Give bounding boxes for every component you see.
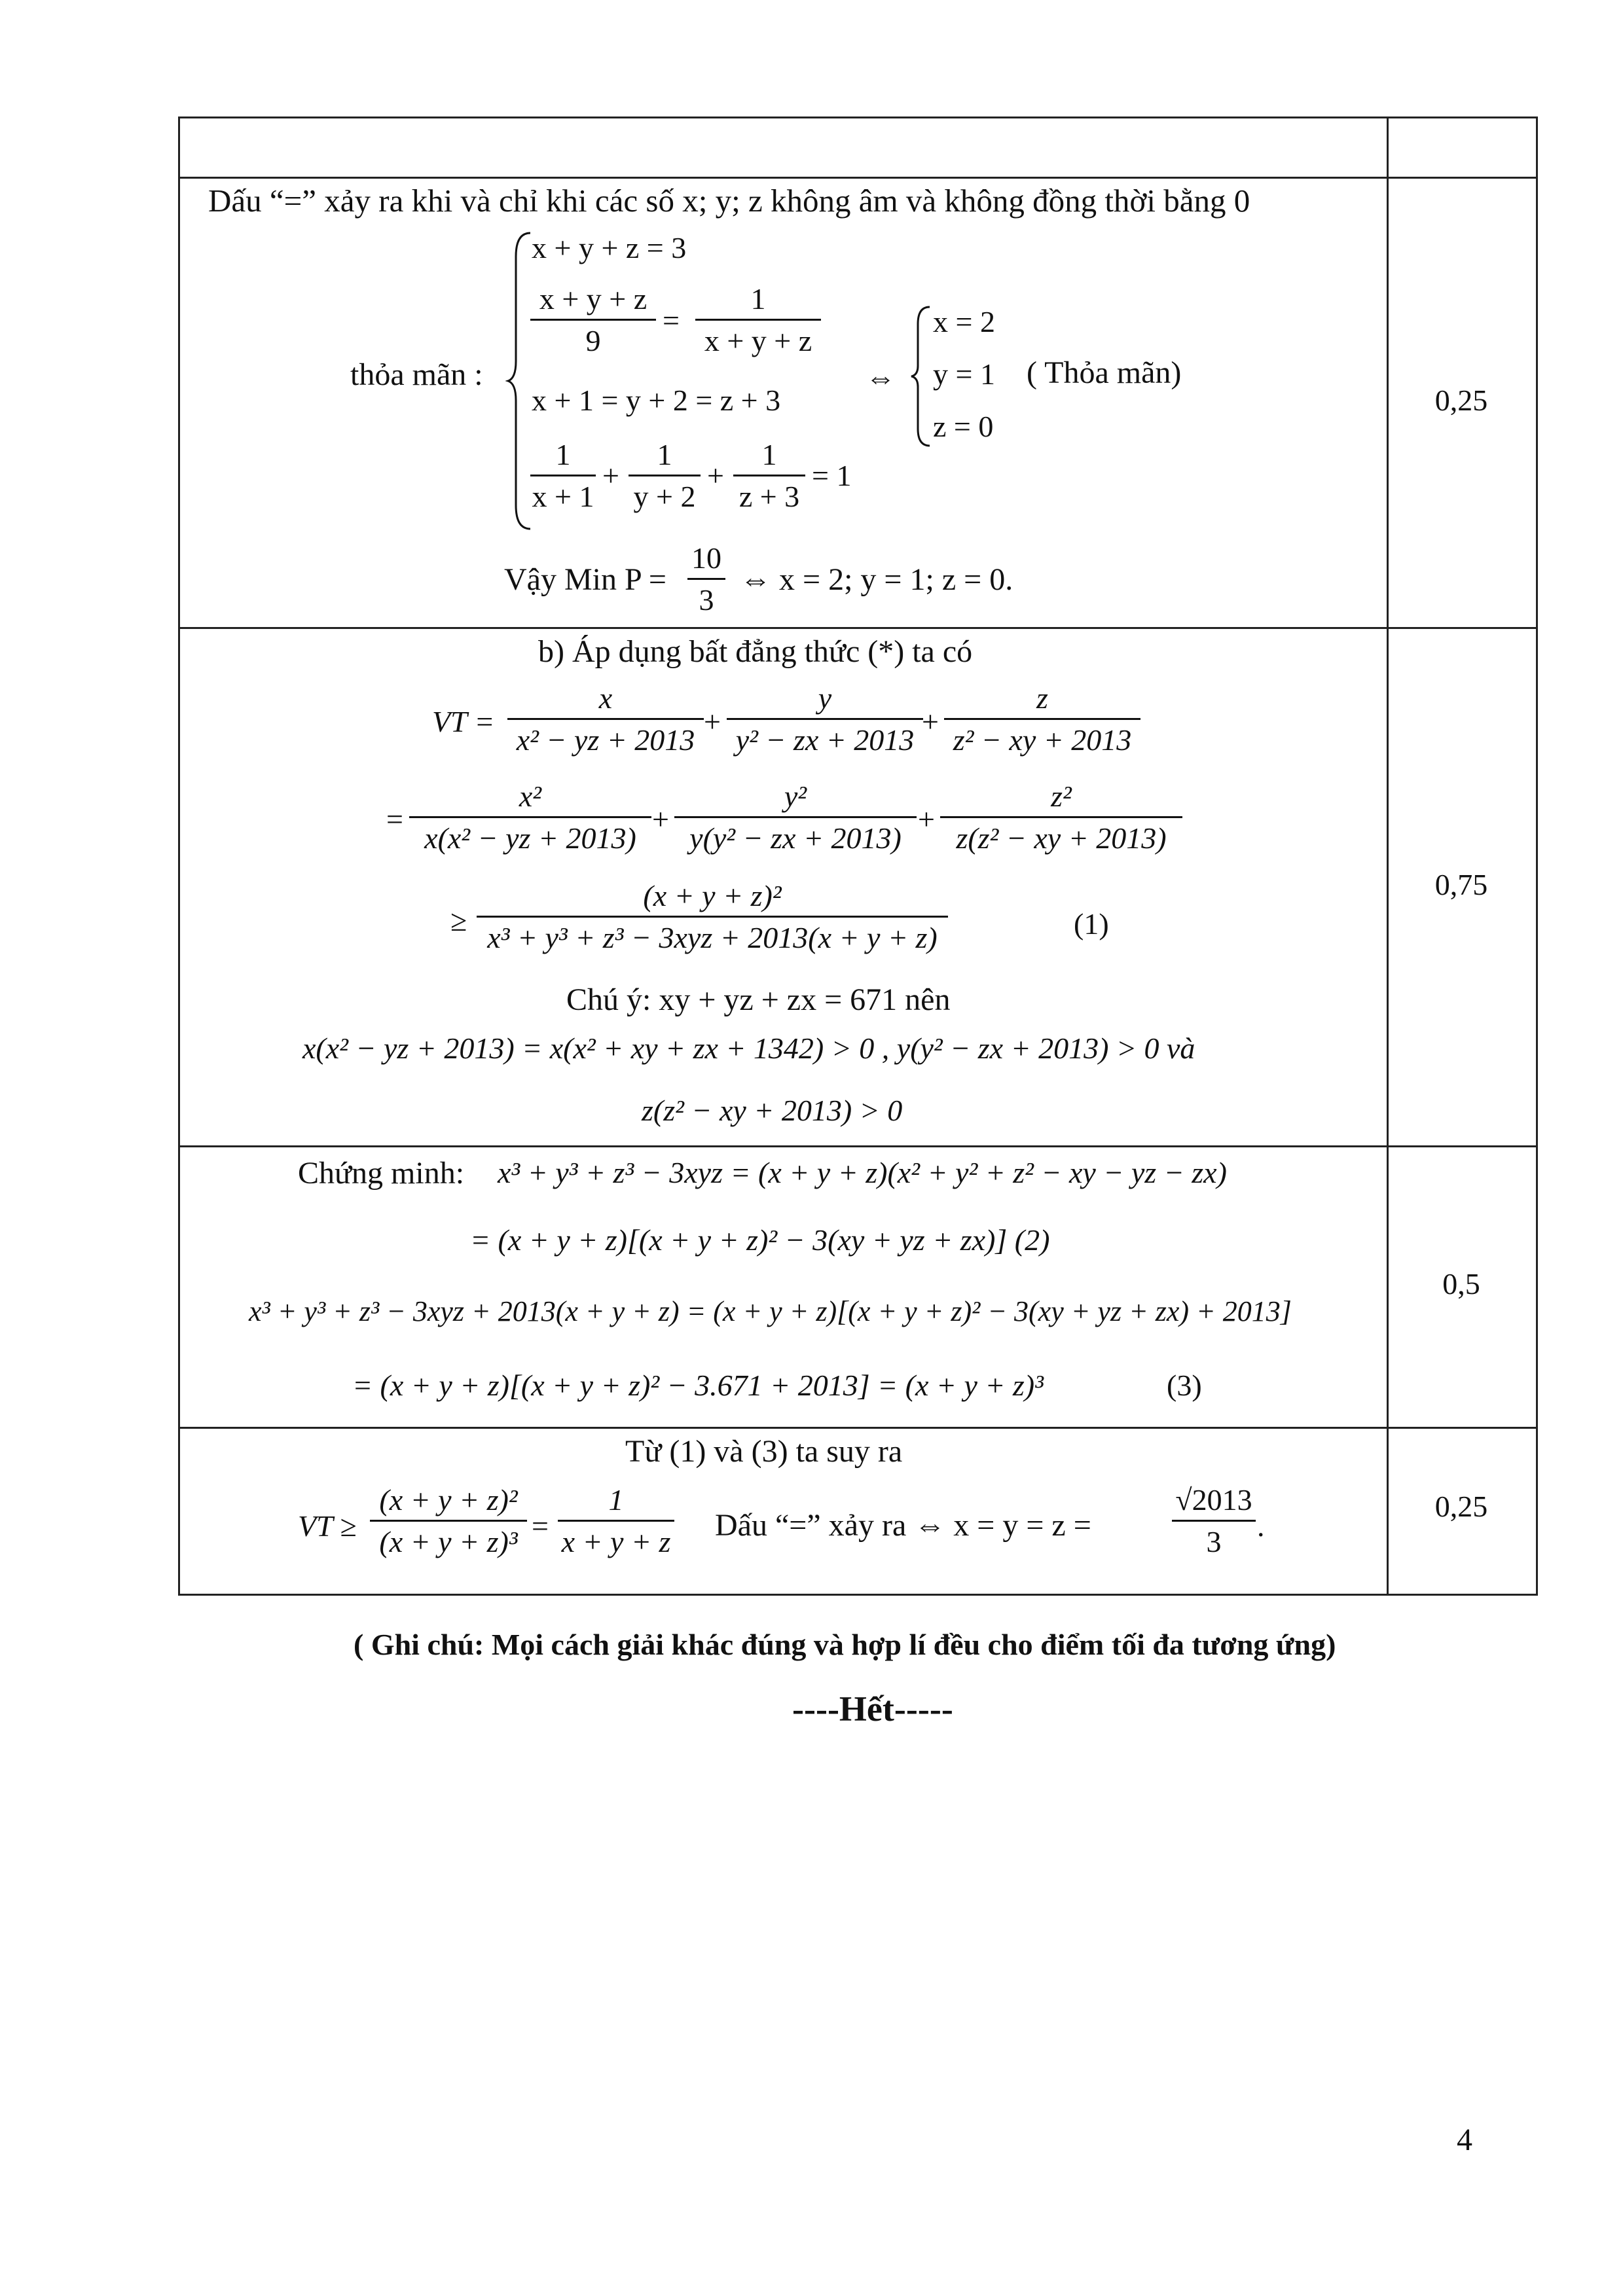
frac-den: 3: [1206, 1525, 1222, 1558]
plus-sign: +: [652, 802, 669, 836]
final-value-fraction: [1172, 1482, 1256, 1559]
frac-den: z + 3: [739, 480, 800, 513]
system-eq-4-tail: = 1: [812, 459, 852, 492]
system-eq-4-term-1: [530, 437, 596, 514]
vt-term-2: [727, 681, 923, 757]
proof-line-1: x³ + y³ + z³ − 3xyz = (x + y + z)(x² + y² + z² − xy − yz − zx): [498, 1156, 1227, 1189]
final-vt-label: VT ≥: [298, 1509, 357, 1543]
score-row-4: 0,25: [1434, 1490, 1488, 1523]
frac-bar: [727, 718, 923, 720]
frac-bar: [687, 578, 725, 580]
equals-sign: =: [386, 802, 403, 836]
vt-label: VT =: [432, 705, 495, 738]
proof-label: Chứng minh:: [298, 1156, 465, 1191]
frac-bar: [733, 475, 805, 476]
apply-intro: b) Áp dụng bất đẳng thức (*) ta có: [538, 634, 973, 669]
min-conclusion-tail: ⇔ x = 2; y = 1; z = 0.: [740, 562, 1013, 597]
frac-den: z(z² − xy + 2013): [956, 821, 1167, 855]
frac-bar: [674, 816, 917, 818]
frac-num: (x + y + z)²: [379, 1483, 518, 1516]
score-row-2: 0,75: [1434, 868, 1488, 901]
final-equality-condition: Dấu “=” xảy ra ⇔ x = y = z =: [715, 1508, 1091, 1543]
frac-num: 1: [761, 438, 777, 471]
min-value-fraction: [687, 541, 725, 617]
frac-den: z² − xy + 2013: [953, 723, 1132, 757]
min-conclusion-label: Vậy Min P =: [504, 562, 666, 597]
frac-num: 10: [691, 541, 721, 575]
cauchy-bound: [477, 878, 948, 955]
solution-z: z = 0: [933, 410, 994, 443]
end-marker: ----Hết-----: [792, 1689, 953, 1729]
frac-den: y + 2: [633, 480, 696, 513]
frac-num: 1: [750, 282, 766, 315]
frac-num: x + y + z: [539, 282, 647, 315]
equation-tag-3: (3): [1167, 1369, 1202, 1402]
frac-num: 1: [657, 438, 672, 471]
vt-term-1: [507, 681, 704, 757]
expanded-term-3: [940, 779, 1182, 855]
table-border-bottom: [178, 1594, 1538, 1596]
system-eq-2-right: [695, 281, 821, 358]
table-border-left: [178, 117, 180, 1596]
frac-bar: [477, 916, 948, 918]
expanded-term-1: [409, 779, 651, 855]
frac-num: x: [598, 681, 613, 715]
iff-symbol: ⇔: [866, 361, 896, 394]
ge-sign: ≥: [450, 904, 467, 937]
final-simplified: [558, 1482, 674, 1559]
plus-sign: +: [704, 705, 721, 738]
frac-den: y² − zx + 2013: [735, 723, 915, 757]
frac-bar: [944, 718, 1140, 720]
frac-bar: [558, 1520, 674, 1522]
frac-bar: [507, 718, 704, 720]
frac-num: x²: [519, 780, 542, 813]
system-eq-1: x + y + z = 3: [532, 231, 687, 264]
frac-bar: [1172, 1520, 1256, 1522]
frac-bar: [370, 1520, 527, 1522]
satisfy-label: thỏa mãn :: [350, 357, 483, 392]
frac-num: 1: [608, 1483, 624, 1516]
proof-line-3: x³ + y³ + z³ − 3xyz + 2013(x + y + z) = (x + y + z)[(x + y + z)² − 3(xy + yz + zx) + 2013]: [249, 1295, 1292, 1327]
frac-num: y: [818, 681, 832, 715]
table-border-right: [1536, 117, 1538, 1596]
frac-num: z: [1036, 681, 1048, 715]
equality-intro: Dấu “=” xảy ra khi và chỉ khi các số x; y; z không âm và không đồng thời bằng 0: [208, 183, 1250, 219]
frac-den: x² − yz + 2013: [516, 723, 695, 757]
satisfied-note: ( Thỏa mãn): [1027, 355, 1182, 390]
frac-den: x³ + y³ + z³ − 3xyz + 2013(x + y + z): [487, 921, 938, 954]
frac-den: 9: [585, 324, 601, 357]
frac-num: √2013: [1175, 1483, 1252, 1516]
page-number: 4: [1457, 2123, 1472, 2157]
grading-note: ( Ghi chú: Mọi cách giải khác đúng và hợp lí đều cho điểm tối đa tương ứng): [354, 1628, 1336, 1661]
row-divider-4: [178, 1427, 1538, 1429]
frac-den: x + y + z: [704, 324, 812, 357]
frac-bar: [629, 475, 701, 476]
frac-num: (x + y + z)²: [643, 879, 782, 912]
solution-x: x = 2: [933, 305, 995, 338]
frac-den: 3: [699, 583, 714, 617]
system-eq-4-term-2: [629, 437, 701, 514]
frac-num: 1: [555, 438, 571, 471]
plus-sign: +: [918, 802, 935, 836]
system-eq-2-equals: =: [663, 304, 680, 337]
frac-num: y²: [784, 780, 807, 813]
proof-line-4: = (x + y + z)[(x + y + z)² − 3.671 + 2013] = (x + y + z)³: [352, 1369, 1044, 1402]
equation-tag-1: (1): [1074, 907, 1109, 941]
final-ratio: [370, 1482, 527, 1559]
system-eq-4-term-3: [733, 437, 805, 514]
row-divider-2: [178, 627, 1538, 629]
table-divider-score: [1387, 117, 1389, 1596]
plus-sign: +: [707, 459, 724, 492]
frac-den: x + y + z: [561, 1525, 671, 1558]
table-border-top: [178, 117, 1538, 118]
frac-den: (x + y + z)³: [379, 1525, 518, 1558]
expanded-term-2: [674, 779, 917, 855]
frac-den: y(y² − zx + 2013): [689, 821, 902, 855]
row-divider-3: [178, 1145, 1538, 1147]
final-period: .: [1257, 1509, 1265, 1543]
plus-sign: +: [922, 705, 939, 738]
row-divider-1: [178, 177, 1538, 179]
frac-bar: [409, 816, 651, 818]
frac-bar: [530, 319, 656, 321]
score-row-3: 0,5: [1442, 1267, 1480, 1300]
positivity-line-2: z(z² − xy + 2013) > 0: [642, 1094, 903, 1127]
plus-sign: +: [602, 459, 619, 492]
frac-bar: [695, 319, 821, 321]
system-eq-3: x + 1 = y + 2 = z + 3: [532, 384, 781, 417]
proof-line-2: = (x + y + z)[(x + y + z)² − 3(xy + yz + zx)] (2): [470, 1223, 1050, 1257]
frac-den: x + 1: [532, 480, 594, 513]
equals-sign: =: [532, 1509, 549, 1543]
frac-num: z²: [1051, 780, 1072, 813]
note-line: Chú ý: xy + yz + zx = 671 nên: [566, 982, 951, 1017]
solution-y: y = 1: [933, 357, 995, 391]
frac-bar: [530, 475, 596, 476]
positivity-line-1: x(x² − yz + 2013) = x(x² + xy + zx + 1342) > 0 , y(y² − zx + 2013) > 0 và: [302, 1031, 1195, 1065]
score-row-1: 0,25: [1434, 384, 1488, 417]
frac-bar: [940, 816, 1182, 818]
vt-term-3: [944, 681, 1140, 757]
final-intro: Từ (1) và (3) ta suy ra: [625, 1434, 903, 1469]
frac-den: x(x² − yz + 2013): [424, 821, 636, 855]
system-eq-2-left: [530, 281, 656, 358]
solution-brace: [909, 304, 932, 448]
